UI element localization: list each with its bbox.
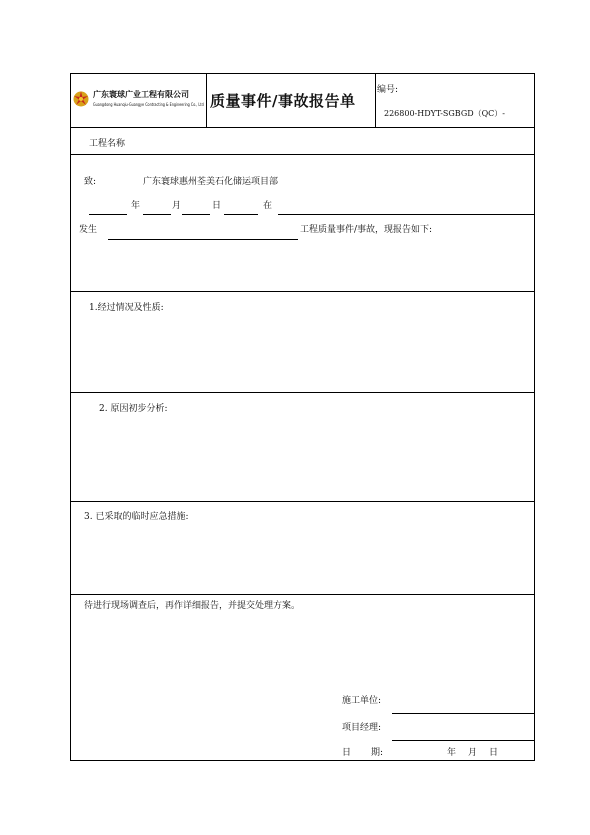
date-label-part1: 日 — [342, 748, 352, 758]
header-bottom-line — [71, 127, 534, 128]
report-form — [70, 73, 535, 761]
year-blank[interactable] — [89, 214, 127, 215]
date-month-label: 月 — [468, 748, 478, 758]
to-label: 致: — [84, 177, 97, 187]
place-blank-1[interactable] — [224, 214, 258, 215]
section3-bottom-line — [71, 594, 534, 595]
date-year-label: 年 — [447, 748, 457, 758]
section1-bottom-line — [71, 392, 534, 393]
day-label: 日 — [212, 201, 222, 211]
company-logo — [72, 89, 90, 107]
section2-label: 2. 原因初步分析: — [99, 404, 168, 414]
year-label: 年 — [131, 201, 141, 211]
project-manager-label: 项目经理: — [342, 723, 382, 733]
section3-label: 3. 已采取的临时应急措施: — [84, 512, 189, 522]
company-name-cn: 广东寰球广业工程有限公司 — [93, 90, 189, 99]
project-manager-blank[interactable] — [392, 740, 534, 741]
date-label-part2: 期: — [371, 748, 384, 758]
number-value: 226800-HDYT-SGBGD（QC）- — [384, 109, 506, 118]
project-row-bottom-line — [71, 154, 534, 155]
number-label: 编号: — [377, 85, 399, 95]
day-blank[interactable] — [182, 214, 210, 215]
section2-bottom-line — [71, 501, 534, 502]
form-title: 质量事件/事故报告单 — [210, 92, 356, 110]
event-blank[interactable] — [108, 239, 298, 240]
header-divider-1 — [206, 74, 207, 127]
section1-text-area[interactable] — [71, 314, 534, 391]
report-text: 工程质量事件/事故，现报告如下: — [300, 225, 433, 235]
month-label: 月 — [172, 201, 182, 211]
place-blank-2[interactable] — [278, 214, 534, 215]
header-divider-2 — [375, 74, 376, 127]
construction-unit-label: 施工单位: — [342, 696, 382, 706]
block1-bottom-line — [71, 291, 534, 292]
month-blank[interactable] — [143, 214, 171, 215]
to-recipient: 广东寰球惠州荃美石化储运项目部 — [143, 177, 279, 187]
date-day-label: 日 — [489, 748, 499, 758]
project-name-label: 工程名称 — [89, 139, 126, 149]
occur-label: 发生 — [79, 225, 98, 235]
occurrence-detail-area[interactable] — [71, 242, 534, 290]
section3-text-area[interactable] — [71, 523, 534, 593]
company-name-en: Guangdong Huanqiu-Guangye Contracting & Engineering Co., Ltd — [93, 102, 204, 107]
followup-text: 待进行现场调查后，再作详细报告，并提交处理方案。 — [84, 601, 301, 611]
section2-text-area[interactable] — [71, 415, 534, 500]
section1-label: 1.经过情况及性质: — [89, 303, 164, 313]
at-label: 在 — [263, 201, 273, 211]
construction-unit-blank[interactable] — [392, 713, 534, 714]
